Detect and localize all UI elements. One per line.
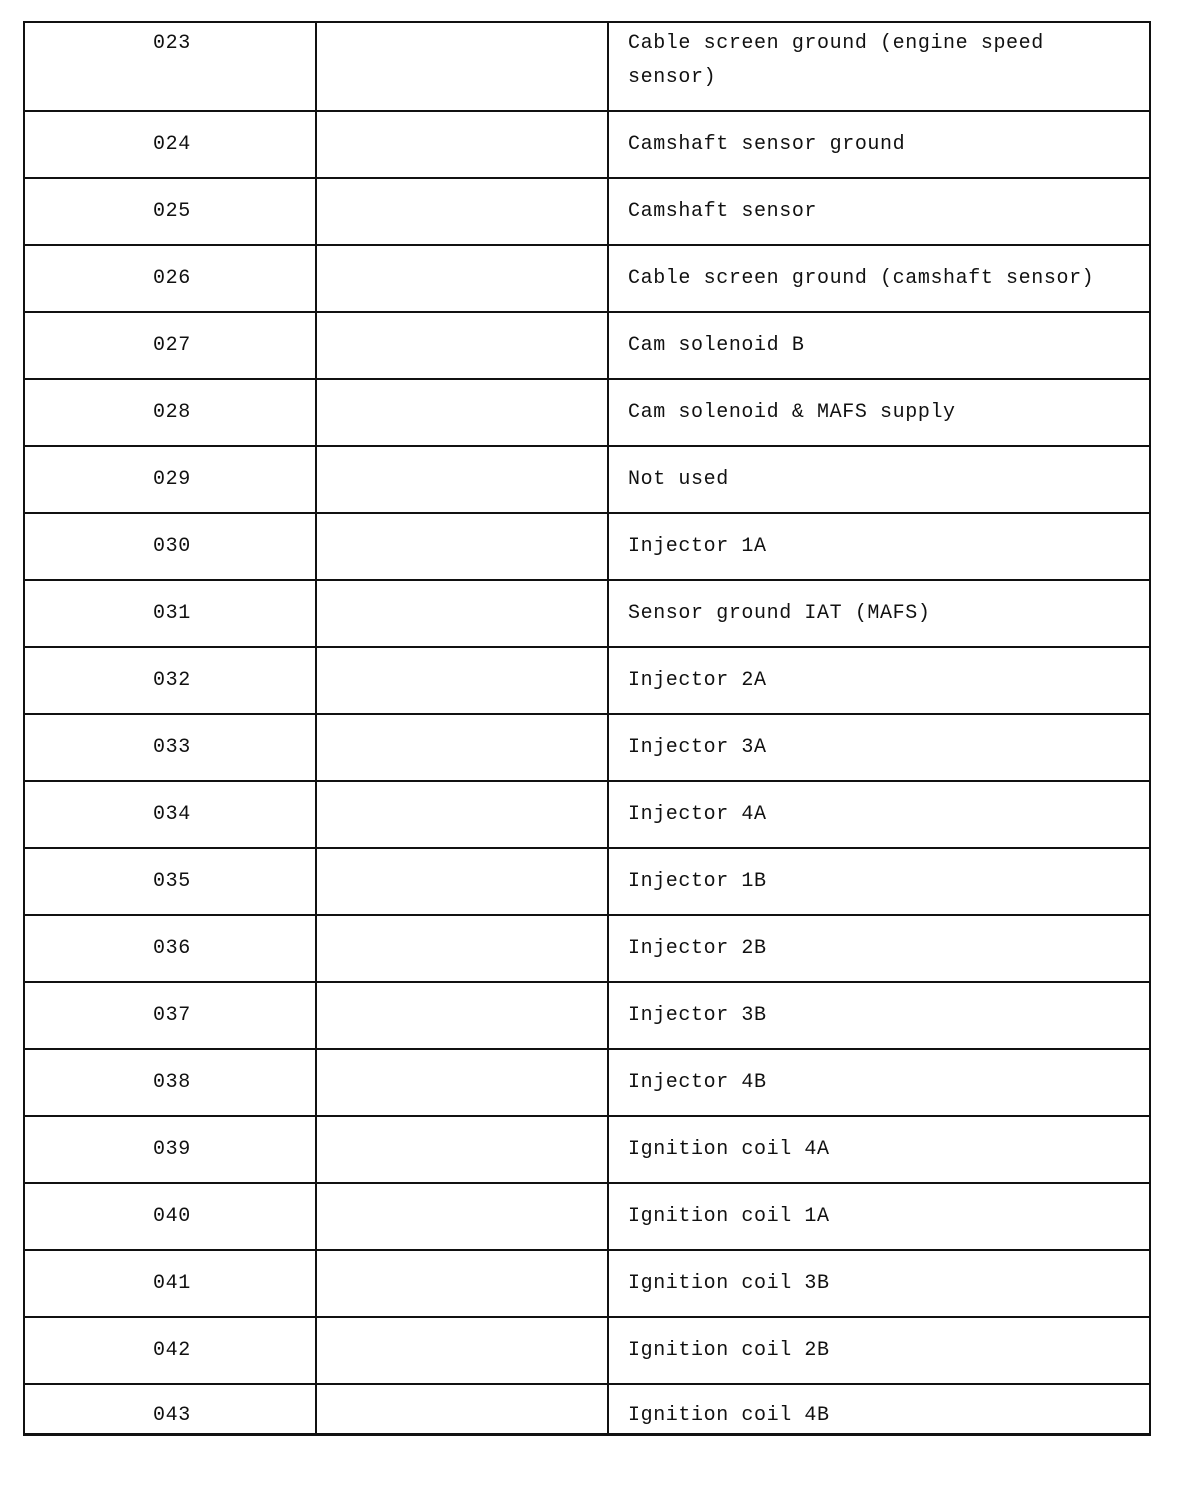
- table-row: [24, 915, 1150, 982]
- pin-number: 025: [24, 178, 316, 245]
- table-row: [24, 1049, 1150, 1116]
- table-row: [24, 848, 1150, 915]
- pin-number: 037: [24, 982, 316, 1049]
- table-row: [24, 1317, 1150, 1384]
- table-row: [24, 580, 1150, 647]
- pin-number: 040: [24, 1183, 316, 1250]
- table-row: [24, 982, 1150, 1049]
- function-cell: [316, 111, 608, 178]
- pin-number: 028: [24, 379, 316, 446]
- function-cell: [316, 379, 608, 446]
- function-cell: [316, 848, 608, 915]
- description-cell: Injector 4B: [608, 1049, 1150, 1116]
- pin-number: 042: [24, 1317, 316, 1384]
- description-cell: Injector 3B: [608, 982, 1150, 1049]
- table-row: [24, 647, 1150, 714]
- pin-number: 043: [24, 1384, 316, 1434]
- pin-table: [23, 21, 1151, 1436]
- pin-number: 034: [24, 781, 316, 848]
- table-row: [24, 1116, 1150, 1183]
- description-cell: Injector 4A: [608, 781, 1150, 848]
- function-cell: [316, 22, 608, 111]
- function-cell: [316, 915, 608, 982]
- description-cell: Injector 2A: [608, 647, 1150, 714]
- function-cell: [316, 982, 608, 1049]
- pin-number: 023: [24, 22, 316, 111]
- function-cell: [316, 1250, 608, 1317]
- table-row: [24, 379, 1150, 446]
- pin-number: 041: [24, 1250, 316, 1317]
- table-row: [24, 22, 1150, 111]
- pin-number: 027: [24, 312, 316, 379]
- description-cell: Injector 3A: [608, 714, 1150, 781]
- function-cell: [316, 1049, 608, 1116]
- pin-number: 030: [24, 513, 316, 580]
- function-cell: [316, 178, 608, 245]
- description-cell: Injector 1B: [608, 848, 1150, 915]
- pin-number: 032: [24, 647, 316, 714]
- pin-number: 036: [24, 915, 316, 982]
- pin-number: 029: [24, 446, 316, 513]
- table-row: [24, 245, 1150, 312]
- description-cell: Ignition coil 3B: [608, 1250, 1150, 1317]
- description-cell: Cable screen ground (engine speed sensor): [608, 22, 1150, 111]
- table-row: [24, 513, 1150, 580]
- table-row: [24, 446, 1150, 513]
- function-cell: [316, 312, 608, 379]
- function-cell: [316, 1116, 608, 1183]
- description-cell: Injector 2B: [608, 915, 1150, 982]
- pin-number: 033: [24, 714, 316, 781]
- description-cell: Cam solenoid & MAFS supply: [608, 379, 1150, 446]
- description-cell: Sensor ground IAT (MAFS): [608, 580, 1150, 647]
- description-cell: Injector 1A: [608, 513, 1150, 580]
- description-cell: Camshaft sensor ground: [608, 111, 1150, 178]
- function-cell: [316, 1384, 608, 1434]
- description-cell: Not used: [608, 446, 1150, 513]
- table-row: [24, 178, 1150, 245]
- table-row: [24, 1183, 1150, 1250]
- description-cell: Ignition coil 4B: [608, 1384, 1150, 1434]
- table-row: [24, 1384, 1150, 1434]
- function-cell: [316, 714, 608, 781]
- description-cell: Ignition coil 4A: [608, 1116, 1150, 1183]
- pin-number: 024: [24, 111, 316, 178]
- table-row: [24, 1250, 1150, 1317]
- function-cell: [316, 647, 608, 714]
- function-cell: [316, 513, 608, 580]
- function-cell: [316, 1183, 608, 1250]
- table-row: [24, 111, 1150, 178]
- description-cell: Cam solenoid B: [608, 312, 1150, 379]
- pin-number: 039: [24, 1116, 316, 1183]
- pin-number: 038: [24, 1049, 316, 1116]
- pin-table-body: [24, 22, 1150, 1434]
- function-cell: [316, 446, 608, 513]
- function-cell: [316, 245, 608, 312]
- description-cell: Cable screen ground (camshaft sensor): [608, 245, 1150, 312]
- function-cell: [316, 580, 608, 647]
- table-row: [24, 714, 1150, 781]
- pin-number: 031: [24, 580, 316, 647]
- pin-number: 026: [24, 245, 316, 312]
- table-row: [24, 781, 1150, 848]
- description-cell: Ignition coil 1A: [608, 1183, 1150, 1250]
- description-cell: Ignition coil 2B: [608, 1317, 1150, 1384]
- description-cell: Camshaft sensor: [608, 178, 1150, 245]
- function-cell: [316, 1317, 608, 1384]
- function-cell: [316, 781, 608, 848]
- table-row: [24, 312, 1150, 379]
- pin-number: 035: [24, 848, 316, 915]
